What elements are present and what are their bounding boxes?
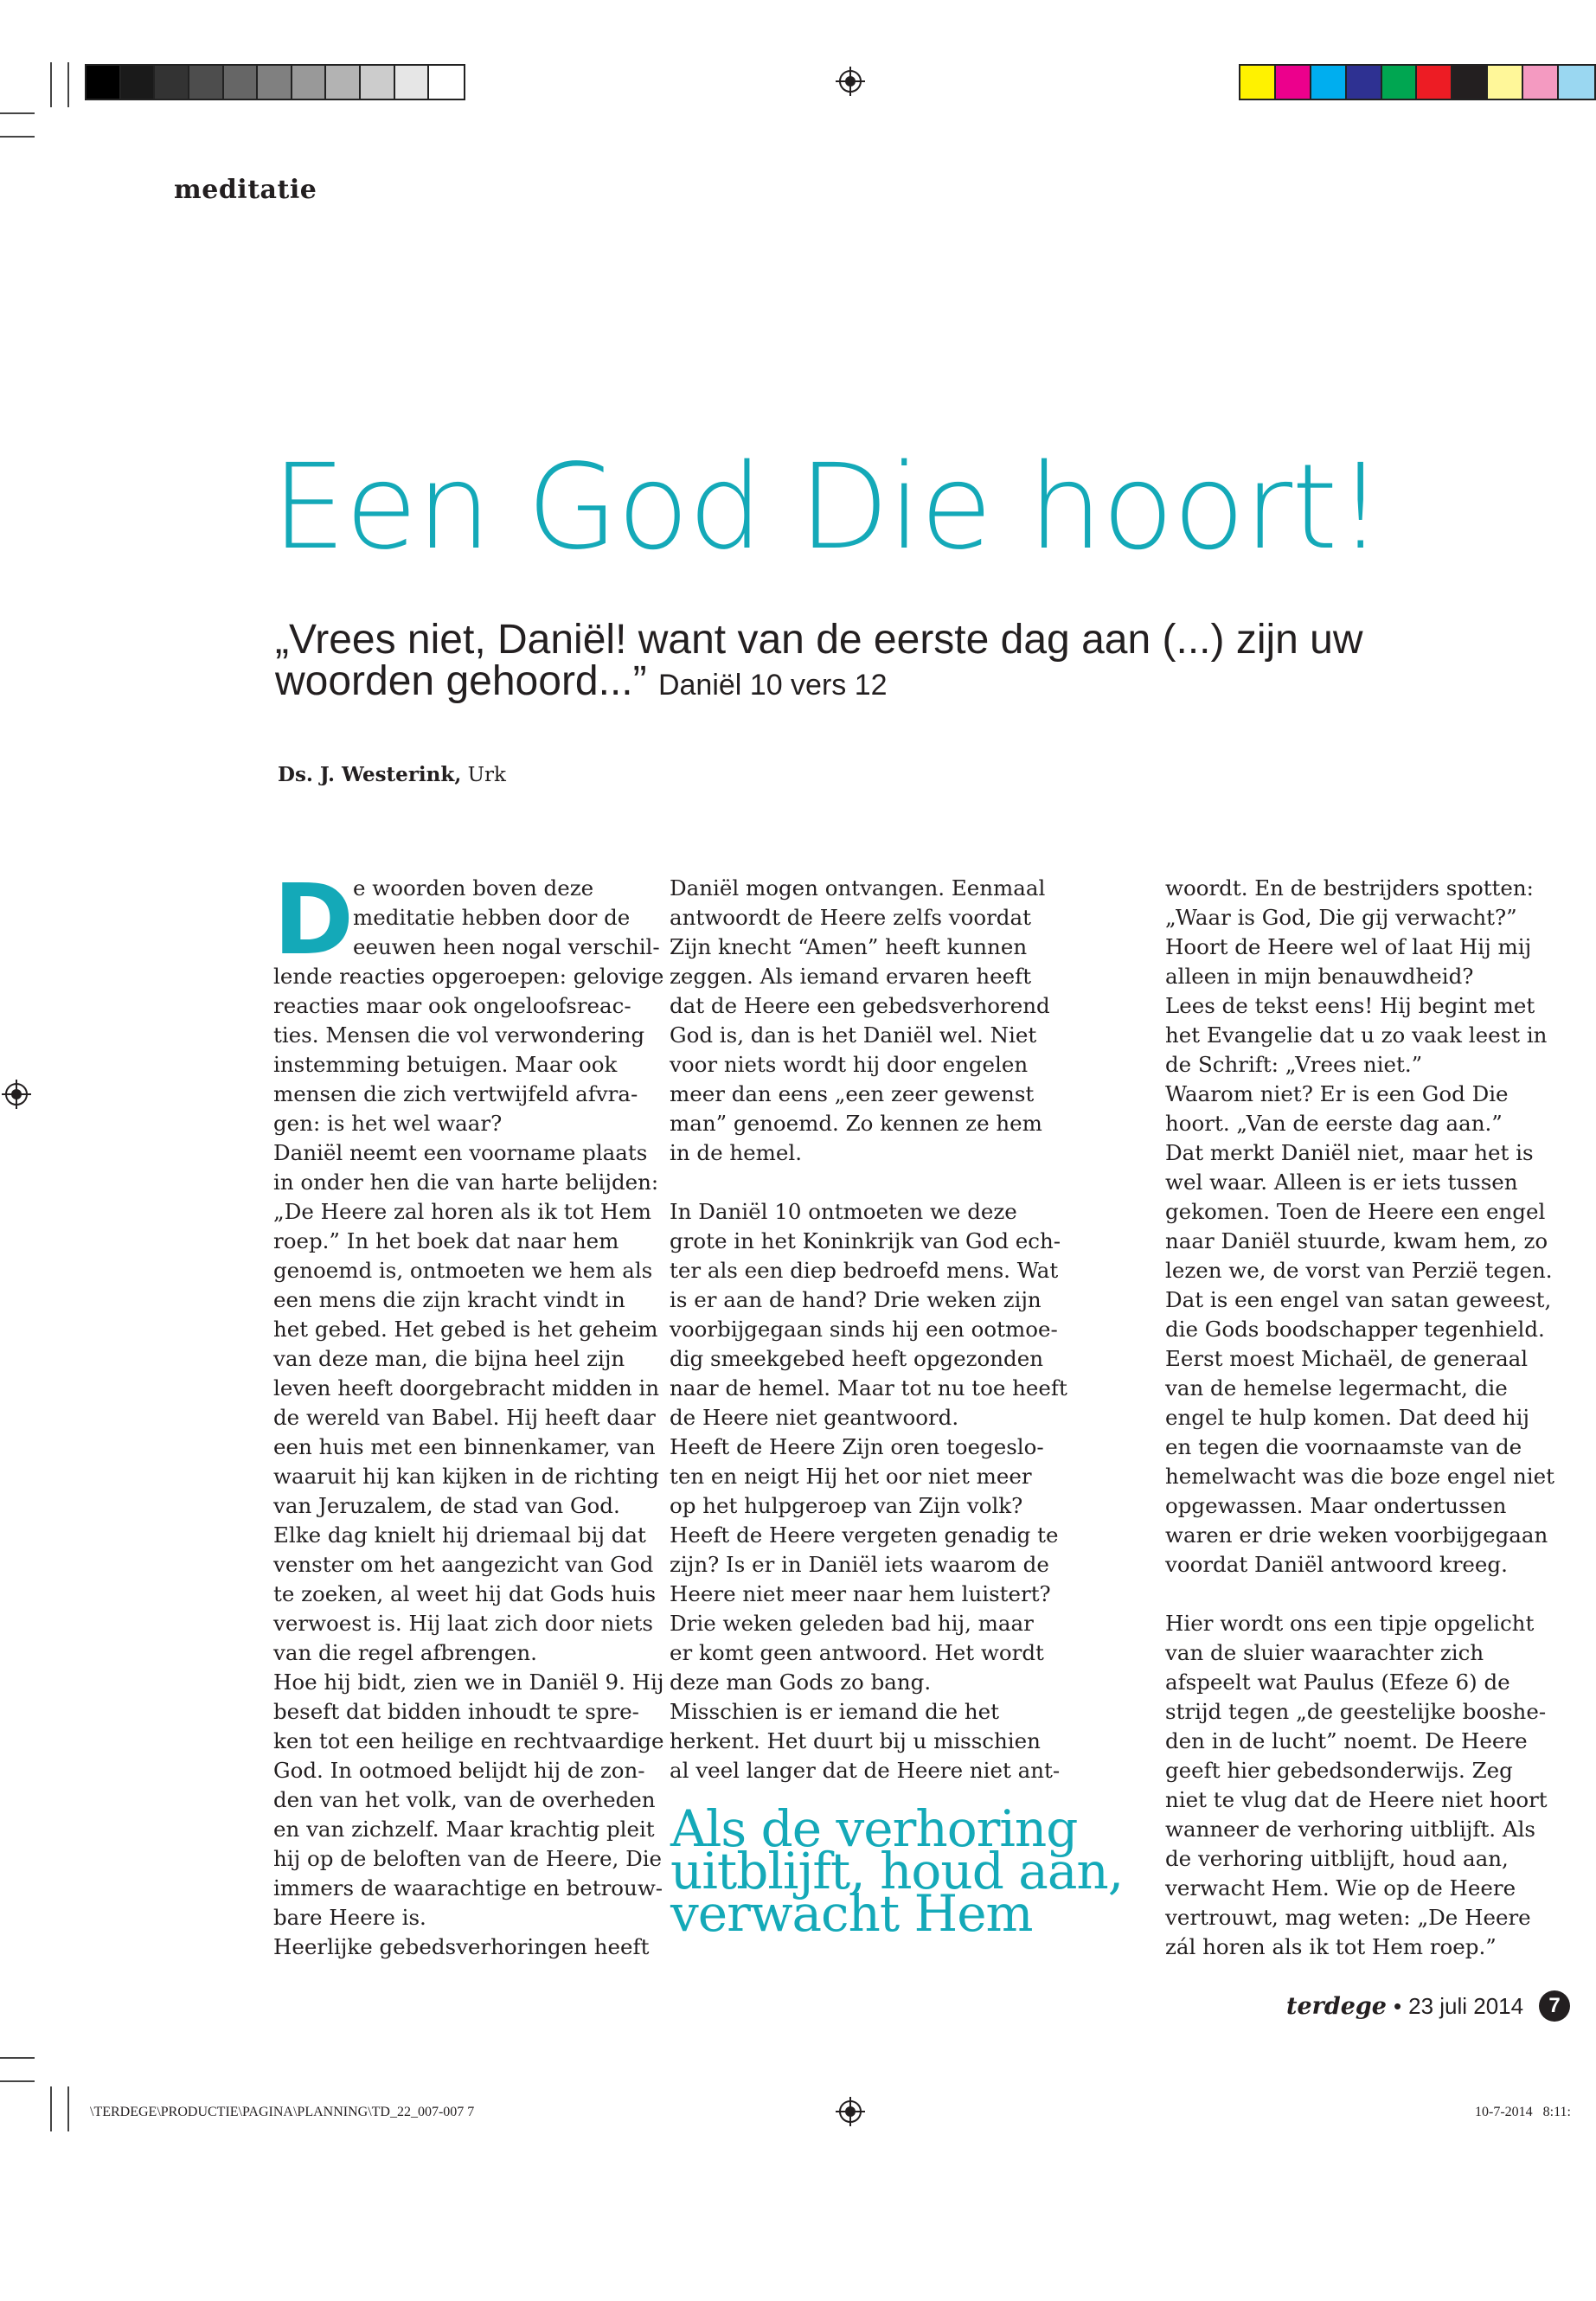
headline: Een God Die hoort!	[272, 439, 1383, 576]
text-line: Waarom niet? Er is een God Die	[1165, 1081, 1509, 1106]
text-line: antwoordt de Heere zelfs voordat	[670, 905, 1031, 930]
text-line: Heeft de Heere Zijn oren toegeslo-	[670, 1434, 1044, 1459]
text-line: Elke dag knielt hij driemaal bij dat	[273, 1522, 646, 1548]
author-name: Ds. J. Westerink,	[278, 763, 462, 786]
text-line: te zoeken, al weet hij dat Gods huis	[273, 1581, 657, 1606]
text-line: zijn? Is er in Daniël iets waarom de	[670, 1552, 1049, 1577]
article-column-3	[1165, 874, 1554, 1962]
text-line: eeuwen heen nogal verschil-	[353, 934, 660, 959]
text-line: van de hemelse legermacht, die	[1165, 1375, 1508, 1400]
color-swatch	[258, 66, 292, 99]
text-line: van deze man, die bijna heel zijn	[273, 1346, 625, 1371]
text-line: reacties maar ook ongeloofsreac-	[273, 993, 631, 1018]
color-swatch	[1347, 66, 1382, 99]
text-line: in de hemel.	[670, 1140, 803, 1165]
color-swatch	[224, 66, 259, 99]
intro-quote	[275, 619, 1452, 706]
text-line: lende reacties opgeroepen: gelovige	[273, 964, 664, 989]
text-line: den in de lucht” noemt. De Heere	[1165, 1728, 1528, 1753]
production-slug-timestamp: 10-7-2014 8:11:	[1475, 2105, 1571, 2119]
text-line: bare Heere is.	[273, 1905, 426, 1930]
text-line: van de sluier waarachter zich	[1165, 1640, 1484, 1665]
text-line: In Daniël 10 ontmoeten we deze	[670, 1199, 1017, 1224]
text-line: wel waar. Alleen is er iets tussen	[1165, 1170, 1518, 1195]
color-swatch	[1488, 66, 1523, 99]
registration-mark-icon	[836, 2097, 865, 2126]
text-line: Heeft de Heere vergeten genadig te	[670, 1522, 1059, 1548]
text-line: lezen we, de vorst van Perzië tegen.	[1165, 1258, 1553, 1283]
text-line: immers de waarachtige en betrouw-	[273, 1875, 663, 1900]
text-line: naar de hemel. Maar tot nu toe heeft	[670, 1375, 1067, 1400]
text-line: gekomen. Toen de Heere een engel	[1165, 1199, 1546, 1224]
text-line: hij op de beloften van de Heere, Die	[273, 1846, 663, 1871]
crop-mark	[0, 2057, 35, 2059]
text-line: de Schrift: „Vrees niet.”	[1165, 1052, 1423, 1077]
text-line: man” genoemd. Zo kennen ze hem	[670, 1111, 1042, 1136]
text-line: hemelwacht was die boze engel niet	[1165, 1464, 1554, 1489]
crop-mark	[0, 2080, 35, 2082]
text-line: geeft hier gebedsonderwijs. Zeg	[1165, 1758, 1513, 1783]
text-line: deze man Gods zo bang.	[670, 1670, 932, 1695]
color-swatch	[1311, 66, 1347, 99]
crop-mark	[50, 2086, 52, 2131]
text-line: Dat is een engel van satan geweest,	[1165, 1287, 1552, 1312]
text-line: de verhoring uitblijft, houd aan,	[1165, 1846, 1509, 1871]
crop-mark	[50, 62, 52, 107]
intro-quote-line: „Vrees niet, Daniël! want van de eerste dag aan (...) zijn uw	[275, 617, 1363, 663]
issue-date: 23 juli 2014	[1408, 1992, 1524, 2019]
text-line: er komt geen antwoord. Het wordt	[670, 1640, 1044, 1665]
text-line: naar Daniël stuurde, kwam hem, zo	[1165, 1228, 1548, 1253]
text-line: opgewassen. Maar ondertussen	[1165, 1493, 1507, 1518]
text-line: Hoe hij bidt, zien we in Daniël 9. Hij	[273, 1670, 664, 1695]
text-line: God is, dan is het Daniël wel. Niet	[670, 1022, 1037, 1048]
text-line: verwoest is. Hij laat zich door niets	[273, 1611, 653, 1636]
color-swatch	[1559, 66, 1594, 99]
color-swatch	[326, 66, 361, 99]
text-line: engel te hulp komen. Dat deed hij	[1165, 1405, 1530, 1430]
text-line: Dat merkt Daniël niet, maar het is	[1165, 1140, 1534, 1165]
text-line: op het hulpgeroep van Zijn volk?	[670, 1493, 1023, 1518]
text-line: de wereld van Babel. Hij heeft daar	[273, 1405, 656, 1430]
text-line: waren er drie weken voorbijgegaan	[1165, 1522, 1548, 1548]
text-line: Zijn knecht “Amen” heeft kunnen	[670, 934, 1028, 959]
color-swatch	[1452, 66, 1488, 99]
text-line: den van het volk, van de overheden	[273, 1787, 656, 1812]
registration-mark-icon	[836, 67, 865, 96]
text-line: afspeelt wat Paulus (Efeze 6) de	[1165, 1670, 1510, 1695]
grayscale-color-bar	[85, 64, 465, 100]
text-line: Drie weken geleden bad hij, maar	[670, 1611, 1034, 1636]
color-swatch	[1382, 66, 1418, 99]
text-line: roep.” In het boek dat naar hem	[273, 1228, 619, 1253]
color-swatch	[155, 66, 189, 99]
color-swatch	[292, 66, 327, 99]
text-line: is er aan de hand? Drie weken zijn	[670, 1287, 1042, 1312]
registration-mark-icon	[2, 1080, 31, 1109]
text-line: meditatie hebben door de	[353, 905, 631, 930]
text-line: zál horen als ik tot Hem roep.”	[1165, 1934, 1497, 1959]
text-line: Lees de tekst eens! Hij begint met	[1165, 993, 1535, 1018]
color-swatch	[87, 66, 121, 99]
text-line: ten en neigt Hij het oor niet meer	[670, 1464, 1032, 1489]
text-line: grote in het Koninkrijk van God ech-	[670, 1228, 1061, 1253]
paragraph-gap	[1165, 1580, 1529, 1609]
text-line: genoemd is, ontmoeten we hem als	[273, 1258, 653, 1283]
text-line: dig smeekgebed heeft opgezonden	[670, 1346, 1043, 1371]
crop-mark	[67, 2086, 69, 2131]
process-color-bar	[1239, 64, 1596, 100]
text-line: voorbijgegaan sinds hij een ootmoe-	[670, 1317, 1058, 1342]
text-line: Daniël neemt een voorname plaats	[273, 1140, 648, 1165]
pull-quote-line: Als de verhoring	[670, 1799, 1078, 1858]
text-line: e woorden boven deze	[353, 875, 594, 901]
paragraph-gap	[670, 1168, 1050, 1197]
text-line: het Evangelie dat u zo vaak leest in	[1165, 1022, 1548, 1048]
text-line: in onder hen die van harte belijden:	[273, 1170, 659, 1195]
text-line: een mens die zijn kracht vindt in	[273, 1287, 625, 1312]
text-line: herkent. Het duurt bij u misschien	[670, 1728, 1041, 1753]
text-line: alleen in mijn benauwdheid?	[1165, 964, 1474, 989]
text-line: het gebed. Het gebed is het geheim	[273, 1317, 658, 1342]
text-line: wanneer de verhoring uitblijft. Als	[1165, 1817, 1535, 1842]
crop-mark	[0, 136, 35, 138]
pull-quote	[670, 1799, 1124, 1943]
text-line: venster om het aangezicht van God	[273, 1552, 654, 1577]
text-line: Heerlijke gebedsverhoringen heeft	[273, 1934, 650, 1959]
color-swatch	[395, 66, 430, 99]
article-column-1	[273, 864, 664, 1962]
text-line: woordt. En de bestrijders spotten:	[1165, 875, 1534, 901]
footer-separator: •	[1394, 1992, 1402, 2019]
text-line: hoort. „Van de eerste dag aan.”	[1165, 1111, 1503, 1136]
text-line: meer dan eens „een zeer gewenst	[670, 1081, 1035, 1106]
intro-quote-text: woorden gehoord...”	[275, 658, 647, 704]
article-column-2	[670, 874, 1067, 1785]
color-swatch	[429, 66, 464, 99]
text-line: dat de Heere een gebedsverhorend	[670, 993, 1050, 1018]
color-swatch	[189, 66, 224, 99]
byline	[278, 763, 506, 786]
text-line: leven heeft doorgebracht midden in	[273, 1375, 660, 1400]
text-line: „De Heere zal horen als ik tot Hem	[273, 1199, 652, 1224]
text-line: mensen die zich vertwijfeld afvra-	[273, 1081, 638, 1106]
color-swatch	[361, 66, 395, 99]
color-swatch	[1240, 66, 1276, 99]
color-swatch	[1417, 66, 1452, 99]
text-line: verwacht Hem. Wie op de Heere	[1165, 1875, 1516, 1900]
text-line: een huis met een binnenkamer, van	[273, 1434, 656, 1459]
color-swatch	[1523, 66, 1559, 99]
author-place: Urk	[467, 764, 506, 786]
text-line: voor niets wordt hij door engelen	[670, 1052, 1029, 1077]
text-line: vertrouwt, mag weten: „De Heere	[1165, 1905, 1531, 1930]
pull-quote-line: verwacht Hem	[670, 1884, 1033, 1943]
intro-quote-line	[275, 658, 1452, 706]
text-line: Misschien is er iemand die het	[670, 1699, 1000, 1724]
text-line: Eerst moest Michaël, de generaal	[1165, 1346, 1529, 1371]
section-label: meditatie	[174, 175, 317, 205]
text-line: waaruit hij kan kijken in de richting	[273, 1464, 659, 1489]
text-line: van die regel afbrengen.	[273, 1640, 537, 1665]
bible-reference: Daniël 10 vers 12	[657, 669, 888, 702]
magazine-logo: terdege	[1286, 1992, 1387, 2020]
drop-cap: D	[273, 864, 354, 977]
color-swatch	[1276, 66, 1311, 99]
page-number: 7	[1539, 1990, 1570, 2022]
text-line: instemming betuigen. Maar ook	[273, 1052, 618, 1077]
text-line: Heere niet meer naar hem luistert?	[670, 1581, 1051, 1606]
crop-mark	[67, 62, 69, 107]
text-line: van Jeruzalem, de stad van God.	[273, 1493, 620, 1518]
crop-mark	[0, 112, 35, 114]
production-slug-path: \TERDEGE\PRODUCTIE\PAGINA\PLANNING\TD_22_007-007 7	[90, 2105, 475, 2119]
text-line: God. In ootmoed belijdt hij de zon-	[273, 1758, 645, 1783]
page-footer	[1286, 1990, 1570, 2022]
text-line: niet te vlug dat de Heere niet hoort	[1165, 1787, 1548, 1812]
text-line: al veel langer dat de Heere niet ant-	[670, 1758, 1061, 1783]
text-line: en tegen die voornaamste van de	[1165, 1434, 1522, 1459]
text-line: en van zichzelf. Maar krachtig pleit	[273, 1817, 655, 1842]
text-line: beseft dat bidden inhoudt te spre-	[273, 1699, 639, 1724]
text-line: Daniël mogen ontvangen. Eenmaal	[670, 875, 1046, 901]
text-line: de Heere niet geantwoord.	[670, 1405, 959, 1430]
text-line: die Gods boodschapper tegenhield.	[1165, 1317, 1545, 1342]
text-line: ken tot een heilige en rechtvaardige	[273, 1728, 664, 1753]
text-line: Hoort de Heere wel of laat Hij mij	[1165, 934, 1532, 959]
text-line: „Waar is God, Die gij verwacht?”	[1165, 905, 1517, 930]
text-line: ter als een diep bedroefd mens. Wat	[670, 1258, 1059, 1283]
color-swatch	[121, 66, 156, 99]
text-line: voordat Daniël antwoord kreeg.	[1165, 1552, 1508, 1577]
text-line: zeggen. Als iemand ervaren heeft	[670, 964, 1032, 989]
pull-quote-line: uitblijft, houd aan,	[670, 1842, 1124, 1900]
text-line: strijd tegen „de geestelijke booshe-	[1165, 1699, 1547, 1724]
text-line: Hier wordt ons een tipje opgelicht	[1165, 1611, 1535, 1636]
text-line: ties. Mensen die vol verwondering	[273, 1022, 645, 1048]
text-line: gen: is het wel waar?	[273, 1111, 503, 1136]
